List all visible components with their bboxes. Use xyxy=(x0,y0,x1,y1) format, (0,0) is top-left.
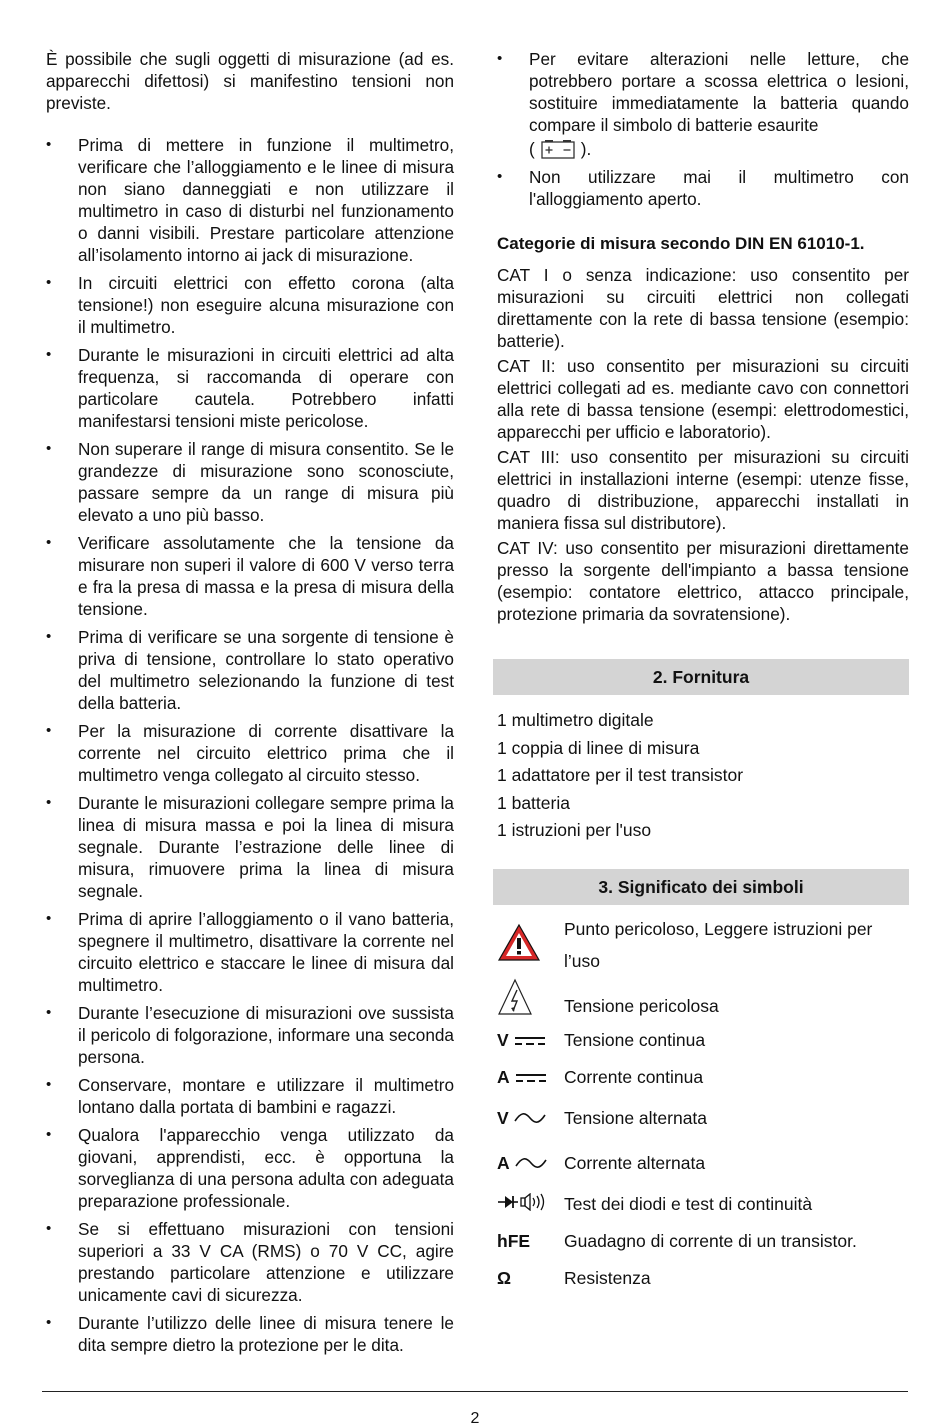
bullet-dot: • xyxy=(46,136,52,153)
symbol-row xyxy=(497,1022,909,1059)
bullet-dot: • xyxy=(46,274,52,291)
supply-item: 1 istruzioni per l'uso xyxy=(497,820,652,840)
symbol-row xyxy=(497,913,909,977)
symbol-desc: Tensione alternata xyxy=(564,1108,708,1128)
bullet-text: Verificare assolutamente che la tensione da misurare non superi il valore di 600 V verso terra e fra la presa di massa e la presa di misura della tensione. xyxy=(78,533,454,619)
symbol-letter: Ω xyxy=(497,1268,512,1288)
bullet-dot: • xyxy=(46,722,52,739)
ac-wave-icon xyxy=(513,1112,547,1126)
supply-list xyxy=(497,709,909,841)
supply-item: 1 coppia di linee di misura xyxy=(497,737,700,758)
symbol-row xyxy=(497,1096,909,1141)
left-column xyxy=(46,48,454,1362)
right-column xyxy=(497,48,909,1297)
bullet-dot: • xyxy=(46,910,52,927)
supply-item: 1 multimetro digitale xyxy=(497,710,654,730)
intro-paragraph: È possibile che sugli oggetti di misurazione (ad es. apparecchi difettosi) si manifestino tensioni non previste. xyxy=(46,49,454,113)
bullet-dot: • xyxy=(497,168,503,185)
footer-divider xyxy=(42,1391,908,1392)
cat-paragraph: CAT II: uso consentito per misurazioni su circuiti elettrici collegati ad es. mediante cavo con connettori alla rete di bassa tensione (esempi: elettrodomestici, apparecchi per ufficio e laboratorio). xyxy=(497,356,909,442)
supply-item: 1 batteria xyxy=(497,792,570,813)
symbol-desc: Guadagno di corrente di un transistor. xyxy=(564,1231,857,1251)
safety-bullet xyxy=(46,438,454,526)
symbol-row xyxy=(497,1141,909,1186)
supply-item: 1 adattatore per il test transistor xyxy=(497,765,744,785)
battery-symbol-line xyxy=(529,138,909,160)
symbol-letter: V xyxy=(497,1030,509,1050)
battery-paren-open: ( xyxy=(529,139,535,159)
cat-paragraph: CAT IV: uso consentito per misurazioni direttamente presso la sorgente dell'impianto a bassa tensione (esempio: contatore elettrico, attacco principale, protezione primaria da sovratensione). xyxy=(497,538,909,624)
bullet-text: Durante le misurazioni collegare sempre prima la linea di misura massa e poi la linea di misura segnale. Durante l’estrazione delle linee di misura, rimuovere prima la linea di misura segnale. xyxy=(78,793,454,901)
bullet-dot: • xyxy=(46,1220,52,1237)
bullet-text: In circuiti elettrici con effetto corona (alta tensione!) non eseguire alcuna misurazione con il multimetro. xyxy=(78,273,454,337)
bullet-text: Prima di verificare se una sorgente di tensione è priva di tensione, controllare lo stato operativo del multimetro selezionando la funzione di test della batteria. xyxy=(78,627,454,713)
safety-bullet xyxy=(46,1312,454,1356)
symbol-desc: Test dei diodi e test di continuità xyxy=(564,1194,813,1214)
cat-paragraph: CAT I o senza indicazione: uso consentito per misurazioni su circuiti elettrici non collegati direttamente con la rete di bassa tensione (esempio: batterie). xyxy=(497,265,909,351)
safety-bullet xyxy=(46,720,454,786)
safety-bullet xyxy=(497,166,909,210)
safety-bullet xyxy=(46,344,454,432)
bullet-text: Se si effettuano misurazioni con tensioni superiori a 33 V CA (RMS) o 70 V CC, agire prestando particolare attenzione e utilizzare unicamente cavi di sicurezza. xyxy=(78,1219,454,1305)
safety-bullet xyxy=(46,134,454,266)
high-voltage-icon xyxy=(497,977,533,1017)
bullet-dot: • xyxy=(46,534,52,551)
warning-triangle-icon xyxy=(497,923,541,963)
safety-bullet xyxy=(46,1218,454,1306)
symbol-desc: Tensione pericolosa xyxy=(564,996,719,1016)
symbols-table xyxy=(497,913,909,1297)
bullet-text: Per la misurazione di corrente disattivare la corrente nel circuito elettrico prima che il multimetro venga collegato al circuito stesso. xyxy=(78,721,454,785)
bullet-text: Non superare il range di misura consentito. Se le grandezze di misurazione sono sconosciute, passare sempre da un range di misura più elevato a uno più basso. xyxy=(78,439,454,525)
symbol-desc: Corrente alternata xyxy=(564,1153,706,1173)
bullet-text: Conservare, montare e utilizzare il multimetro lontano dalla portata di bambini e ragazzi. xyxy=(78,1075,454,1117)
bullet-dot: • xyxy=(46,346,52,363)
ac-wave-icon xyxy=(514,1157,548,1171)
symbol-letter: V xyxy=(497,1108,509,1128)
battery-paren-close: ). xyxy=(580,139,592,159)
symbol-row xyxy=(497,1059,909,1096)
symbol-letter: A xyxy=(497,1067,510,1087)
symbol-letter: hFE xyxy=(497,1231,531,1251)
safety-bullet xyxy=(46,908,454,996)
dc-icon xyxy=(513,1035,547,1047)
bullet-text: Durante l’utilizzo delle linee di misura tenere le dita sempre dietro la protezione per le dita. xyxy=(78,1313,454,1355)
bullet-text: Durante l’esecuzione di misurazioni ove sussista il pericolo di folgorazione, informare una seconda persona. xyxy=(78,1003,454,1067)
bullet-text: Durante le misurazioni in circuiti elettrici ad alta frequenza, si raccomanda di operare con particolare cautela. Potrebbero infatti manifestarsi tensioni miste pericolose. xyxy=(78,345,454,431)
bullet-dot: • xyxy=(46,1126,52,1143)
symbol-desc: Corrente continua xyxy=(564,1067,704,1087)
bullet-dot: • xyxy=(46,628,52,645)
safety-bullet xyxy=(46,532,454,620)
bullet-text: Prima di mettere in funzione il multimetro, verificare che l’alloggiamento e le linee di misura non siano danneggiati e non utilizzare il multimetro in caso di disturbi nel funzionamento o danni visibili. Prestare particolare attenzione all’isolamento intorno ai jack di misurazione. xyxy=(78,135,454,265)
dc-icon xyxy=(514,1072,548,1084)
bullet-dot: • xyxy=(46,794,52,811)
safety-bullet xyxy=(46,792,454,902)
safety-bullet xyxy=(46,1124,454,1212)
symbol-desc: Resistenza xyxy=(564,1268,651,1288)
symbol-row xyxy=(497,1260,909,1297)
safety-bullet xyxy=(46,272,454,338)
symbol-desc: Punto pericoloso, Leggere istruzioni per l’uso xyxy=(564,919,873,971)
bullet-dot: • xyxy=(497,50,503,67)
bullet-text: Non utilizzare mai il multimetro con l'alloggiamento aperto. xyxy=(529,167,909,209)
measurement-categories-heading: Categorie di misura secondo DIN EN 61010-1. xyxy=(497,234,865,253)
bullet-text: Qualora l'apparecchio venga utilizzato da giovani, apprendisti, ecc. è opportuna la sorveglianza di una persona adulta con adeguata preparazione professionale. xyxy=(78,1125,454,1211)
safety-bullet xyxy=(46,1002,454,1068)
safety-bullet xyxy=(497,48,909,160)
bullet-dot: • xyxy=(46,440,52,457)
safety-bullet xyxy=(46,1074,454,1118)
symbol-row xyxy=(497,1223,909,1260)
symbol-row xyxy=(497,977,909,1022)
bullet-dot: • xyxy=(46,1004,52,1021)
symbol-desc: Tensione continua xyxy=(564,1030,706,1050)
symbol-row xyxy=(497,1186,909,1223)
section-heading-simboli: 3. Significato dei simboli xyxy=(493,869,909,905)
section-heading-fornitura: 2. Fornitura xyxy=(493,659,909,695)
battery-bullet-list xyxy=(497,48,909,210)
page-number: 2 xyxy=(470,1410,480,1427)
diode-continuity-icon xyxy=(497,1193,547,1211)
safety-bullet xyxy=(46,626,454,714)
bullet-text: Prima di aprire l’alloggiamento o il vano batteria, spegnere il multimetro, disattivare la corrente nel circuito elettrico e staccare le linee di misura dal multimetro. xyxy=(78,909,454,995)
safety-bullet-list xyxy=(46,134,454,1356)
bullet-dot: • xyxy=(46,1076,52,1093)
low-battery-icon xyxy=(539,139,577,159)
bullet-text: Per evitare alterazioni nelle letture, che potrebbero portare a scossa elettrica o lesioni, sostituire immediatamente la batteria quando compare il simbolo di batterie esaurite xyxy=(529,49,909,135)
cat-paragraph: CAT III: uso consentito per misurazioni su circuiti elettrici in installazioni interne (esempi: utenze fisse, quadro di distribuzione, apparecchi installati in maniera fissa sul distributore). xyxy=(497,447,909,533)
symbol-letter: A xyxy=(497,1153,510,1173)
bullet-dot: • xyxy=(46,1314,52,1331)
